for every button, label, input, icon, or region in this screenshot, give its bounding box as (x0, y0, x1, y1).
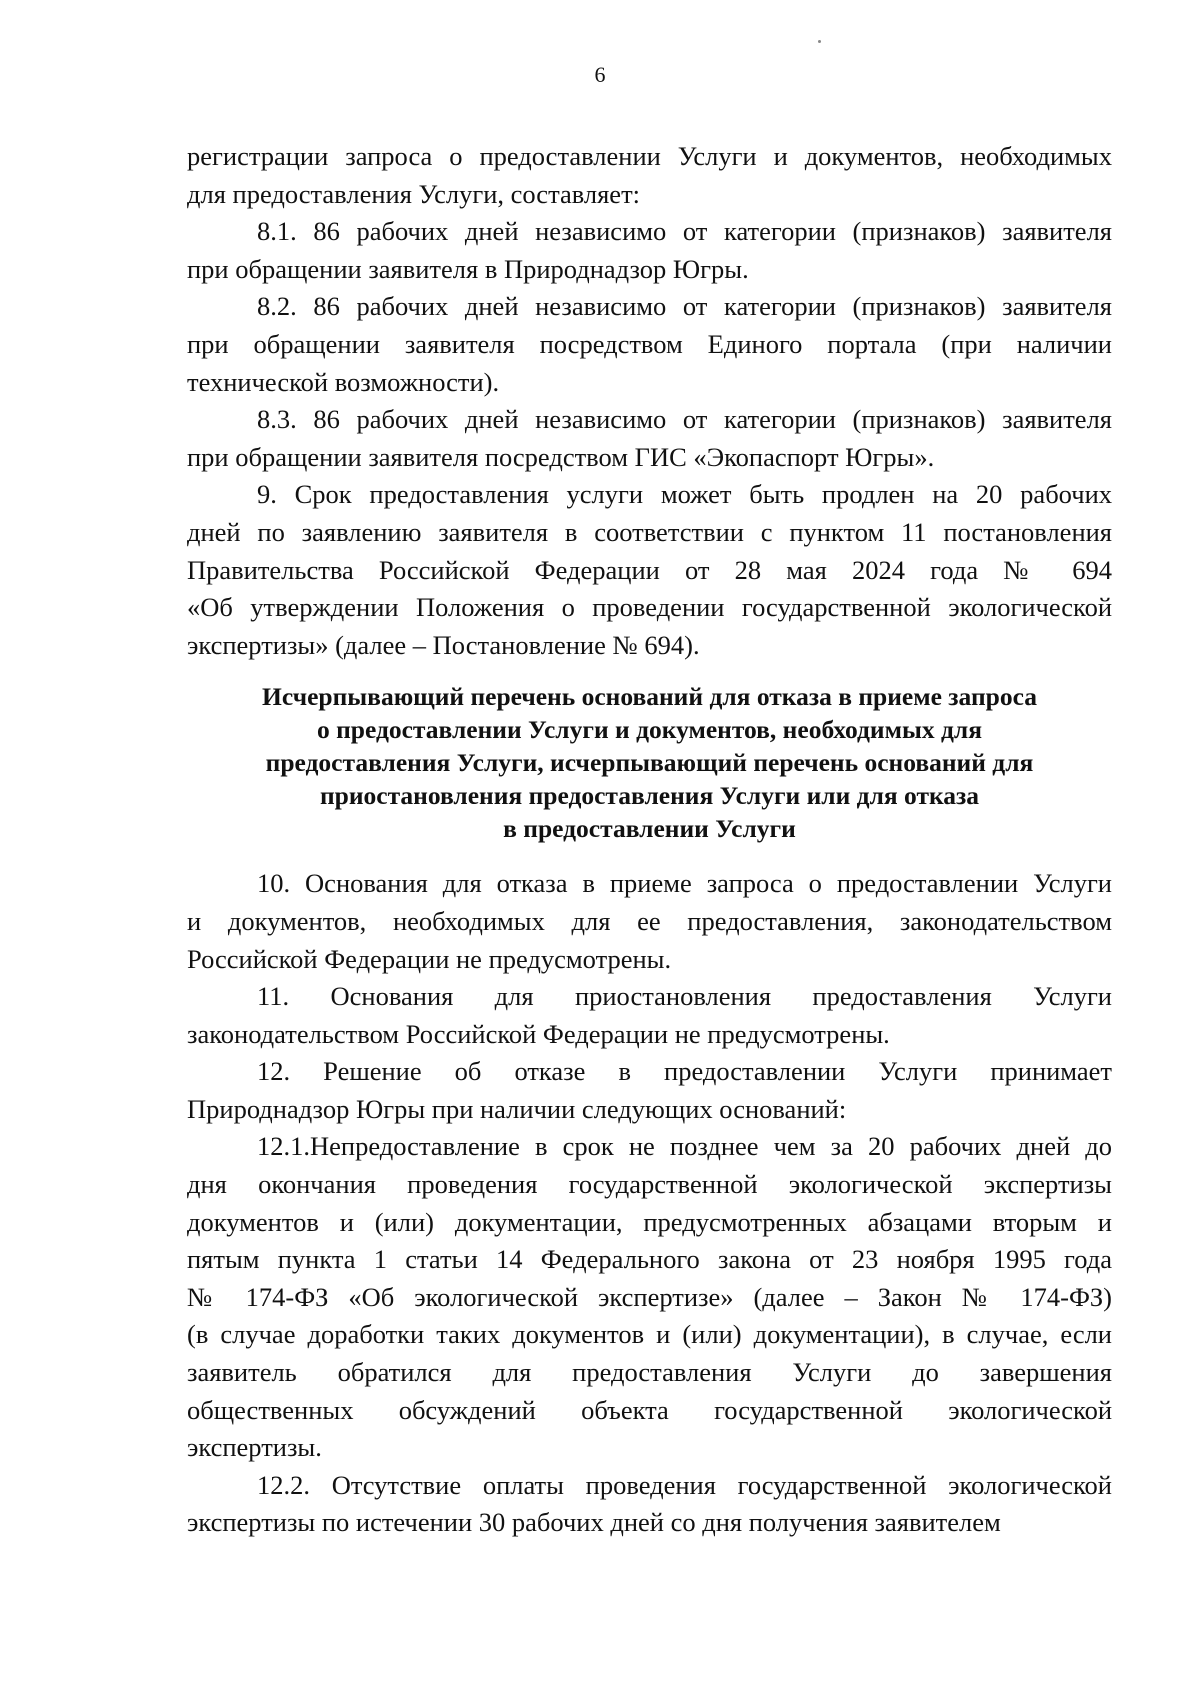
text-line: 8.1. 86 рабочих дней независимо от категории (признаков) заявителя (257, 216, 1112, 247)
section-heading (187, 680, 1112, 845)
text-line: технической возможности). (187, 366, 500, 397)
heading-line: Исчерпывающий перечень оснований для отказа в приеме запроса (262, 682, 1037, 712)
text-line: «Об утверждении Положения о проведении государственной экологической (187, 592, 1112, 623)
paragraph-p8-1 (187, 213, 1112, 288)
text-line: и документов, необходимых для ее предоставления, законодательством (187, 905, 1112, 936)
text-line: 12.1.Непредоставление в срок не позднее чем за 20 рабочих дней до (257, 1131, 1112, 1162)
document-body (187, 138, 1112, 1542)
heading-line: в предоставлении Услуги (503, 814, 796, 844)
paragraph-p8-3 (187, 401, 1112, 476)
text-line: 8.3. 86 рабочих дней независимо от категории (признаков) заявителя (257, 404, 1112, 435)
text-line: Российской Федерации не предусмотрены. (187, 943, 672, 974)
text-line: экспертизы. (187, 1432, 322, 1463)
text-line: 12.2. Отсутствие оплаты проведения государственной экологической (257, 1469, 1112, 1500)
text-line: дня окончания проведения государственной экологической экспертизы (187, 1169, 1112, 1200)
paragraph-p10 (187, 865, 1112, 978)
paragraph-p12-2 (187, 1467, 1112, 1542)
text-line: 11. Основания для приостановления предоставления Услуги (257, 981, 1112, 1012)
text-line: дней по заявлению заявителя в соответствии с пунктом 11 постановления (187, 516, 1112, 547)
text-line: пятым пункта 1 статьи 14 Федерального закона от 23 ноября 1995 года (187, 1244, 1112, 1275)
text-line: экспертизы по истечении 30 рабочих дней со дня получения заявителем (187, 1507, 1001, 1538)
paragraph-group-bottom (187, 865, 1112, 1542)
paragraph-p12 (187, 1053, 1112, 1128)
text-line: экспертизы» (далее – Постановление № 694). (187, 629, 700, 660)
page-number: 6 (594, 62, 606, 87)
paragraph-p9 (187, 476, 1112, 664)
text-line: Природнадзор Югры при наличии следующих оснований: (187, 1093, 847, 1124)
paragraph-p8-2 (187, 288, 1112, 401)
heading-line: предоставления Услуги, исчерпывающий перечень оснований для (265, 748, 1034, 778)
text-line: для предоставления Услуги, составляет: (187, 178, 641, 209)
paragraph-cont (187, 138, 1112, 213)
scan-speck (818, 40, 821, 43)
paragraph-p11 (187, 978, 1112, 1053)
paragraph-p12-1 (187, 1128, 1112, 1466)
text-line: при обращении заявителя посредством Единого портала (при наличии (187, 328, 1112, 359)
text-line: 8.2. 86 рабочих дней независимо от категории (признаков) заявителя (257, 291, 1112, 322)
text-line: № 174-ФЗ «Об экологической экспертизе» (далее – Закон № 174-ФЗ) (187, 1281, 1112, 1312)
text-line: регистрации запроса о предоставлении Услуги и документов, необходимых (187, 141, 1112, 171)
paragraph-group-top (187, 138, 1112, 664)
text-line: общественных обсуждений объекта государственной экологической (187, 1394, 1112, 1425)
text-line: 12. Решение об отказе в предоставлении Услуги принимает (257, 1056, 1112, 1087)
text-line: Правительства Российской Федерации от 28 мая 2024 года № 694 (187, 554, 1112, 585)
text-line: документов и (или) документации, предусмотренных абзацами вторым и (187, 1206, 1112, 1237)
text-line: при обращении заявителя в Природнадзор Югры. (187, 253, 749, 284)
text-line: заявитель обратился для предоставления Услуги до завершения (187, 1357, 1112, 1388)
text-line: (в случае доработки таких документов и (или) документации), в случае, если (187, 1319, 1112, 1350)
text-line: при обращении заявителя посредством ГИС «Экопаспорт Югры». (187, 441, 935, 472)
text-line: законодательством Российской Федерации не предусмотрены. (187, 1018, 890, 1049)
heading-line: о предоставлении Услуги и документов, необходимых для (316, 715, 983, 745)
text-line: 10. Основания для отказа в приеме запроса о предоставлении Услуги (257, 868, 1112, 899)
heading-line: приостановления предоставления Услуги или для отказа (319, 781, 980, 811)
text-line: 9. Срок предоставления услуги может быть продлен на 20 рабочих (257, 479, 1112, 510)
